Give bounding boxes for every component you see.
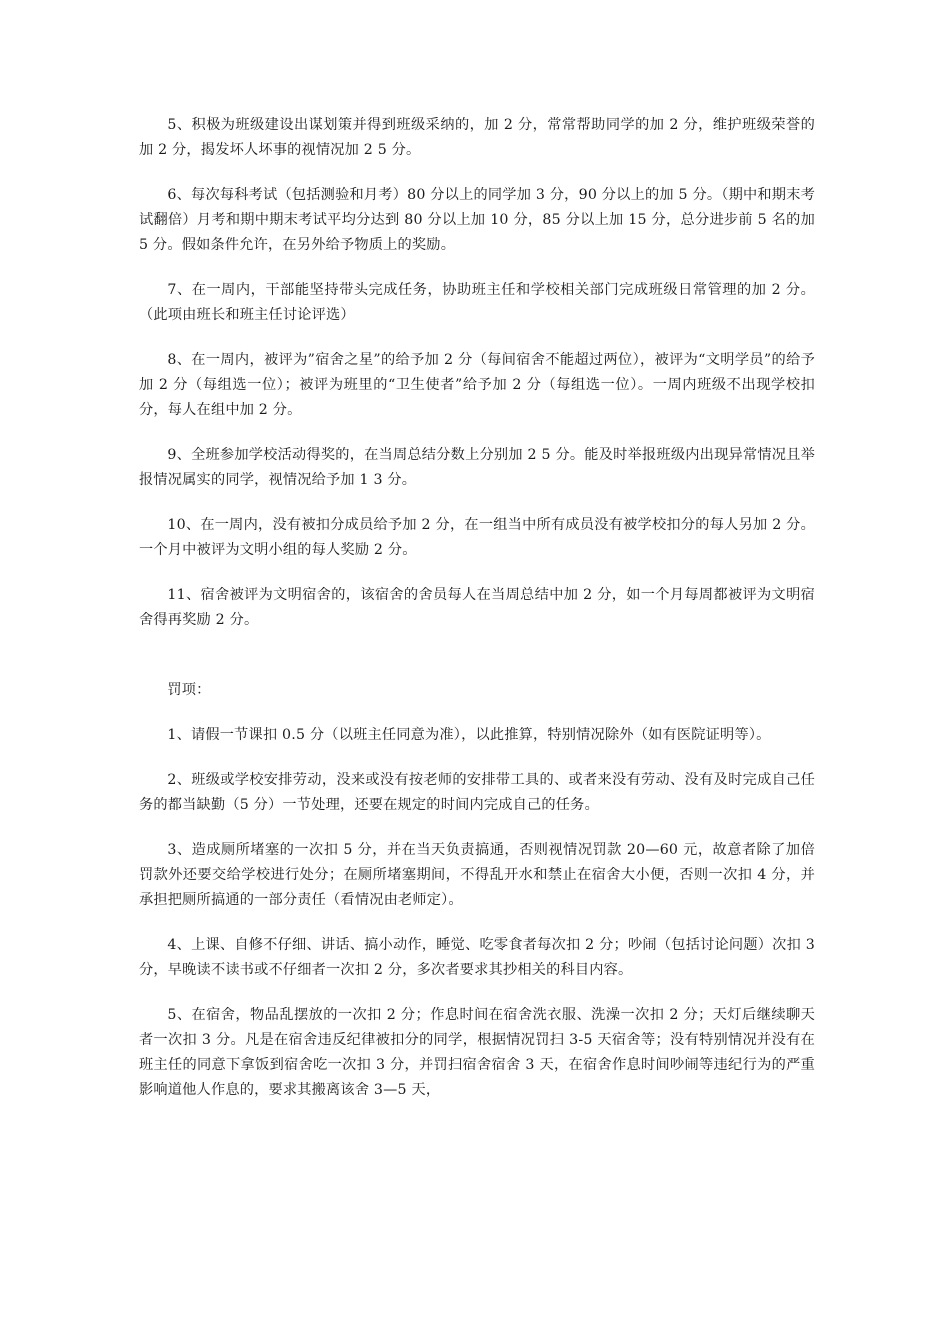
- bonus-item-7: 7、在一周内，干部能坚持带头完成任务，协助班主任和学校相关部门完成班级日常管理的加 2 分。（此项由班长和班主任讨论评选）: [139, 282, 815, 323]
- bonus-item-10: 10、在一周内，没有被扣分成员给予加 2 分，在一组当中所有成员没有被学校扣分的每人另加 2 分。一个月中被评为文明小组的每人奖励 2 分。: [139, 517, 815, 558]
- penalty-item-5: 5、在宿舍，物品乱摆放的一次扣 2 分；作息时间在宿舍洗衣服、洗澡一次扣 2 分；天灯后继续聊天者一次扣 3 分。凡是在宿舍违反纪律被扣分的同学，根据情况罚扫 3-5 天宿舍等；没有特别情况并没有在班主任的同意下拿饭到宿舍吃一次扣 3 分，并罚扫宿舍宿舍 3 天，在宿舍作息时间吵闹等违纪行为的严重影响道他人作息的，要求其搬离该舍 3—5 天，: [139, 1007, 815, 1098]
- penalty-item-1: 1、请假一节课扣 0.5 分（以班主任同意为准），以此推算，特别情况除外（如有医院证明等）。: [167, 727, 771, 743]
- penalty-heading: 罚项：: [167, 682, 211, 698]
- penalty-item-2: 2、班级或学校安排劳动，没来或没有按老师的安排带工具的、或者来没有劳动、没有及时完成自己任务的都当缺勤（5 分）一节处理，还要在规定的时间内完成自己的任务。: [139, 772, 815, 813]
- bonus-item-11: 11、宿舍被评为文明宿舍的，该宿舍的舍员每人在当周总结中加 2 分，如一个月每周都被评为文明宿舍得再奖励 2 分。: [139, 587, 815, 628]
- bonus-item-6: 6、每次每科考试（包括测验和月考）80 分以上的同学加 3 分，90 分以上的加 5 分。（期中和期末考试翻倍）月考和期中期末考试平均分达到 80 分以上加 10 分，85 分以上加 15 分，总分进步前 5 名的加 5 分。假如条件允许，在另外给予物质上的奖励。: [139, 187, 815, 253]
- document-page: [139, 113, 815, 1103]
- bonus-item-5: 5、积极为班级建设出谋划策并得到班级采纳的，加 2 分，常常帮助同学的加 2 分，维护班级荣誉的加 2 分，揭发坏人坏事的视情况加 2 5 分。: [139, 117, 815, 158]
- penalty-item-4: 4、上课、自修不仔细、讲话、搞小动作，睡觉、吃零食者每次扣 2 分；吵闹（包括讨论问题）次扣 3 分，早晚读不读书或不仔细者一次扣 2 分，多次者要求其抄相关的科目内容。: [139, 937, 815, 978]
- bonus-item-9: 9、全班参加学校活动得奖的，在当周总结分数上分别加 2 5 分。能及时举报班级内出现异常情况且举报情况属实的同学，视情况给予加 1 3 分。: [139, 447, 815, 488]
- penalty-item-3: 3、造成厕所堵塞的一次扣 5 分，并在当天负责搞通，否则视情况罚款 20—60 元，故意者除了加倍罚款外还要交给学校进行处分；在厕所堵塞期间，不得乱开水和禁止在宿舍大小便，否则一次扣 4 分，并承担把厕所搞通的一部分责任（看情况由老师定）。: [139, 842, 815, 908]
- bonus-item-8: 8、在一周内，被评为”宿舍之星”的给予加 2 分（每间宿舍不能超过两位），被评为“文明学员”的给予加 2 分（每组选一位）；被评为班里的“卫生使者”给予加 2 分（每组选一位）。一周内班级不出现学校扣分，每人在组中加 2 分。: [139, 352, 815, 418]
